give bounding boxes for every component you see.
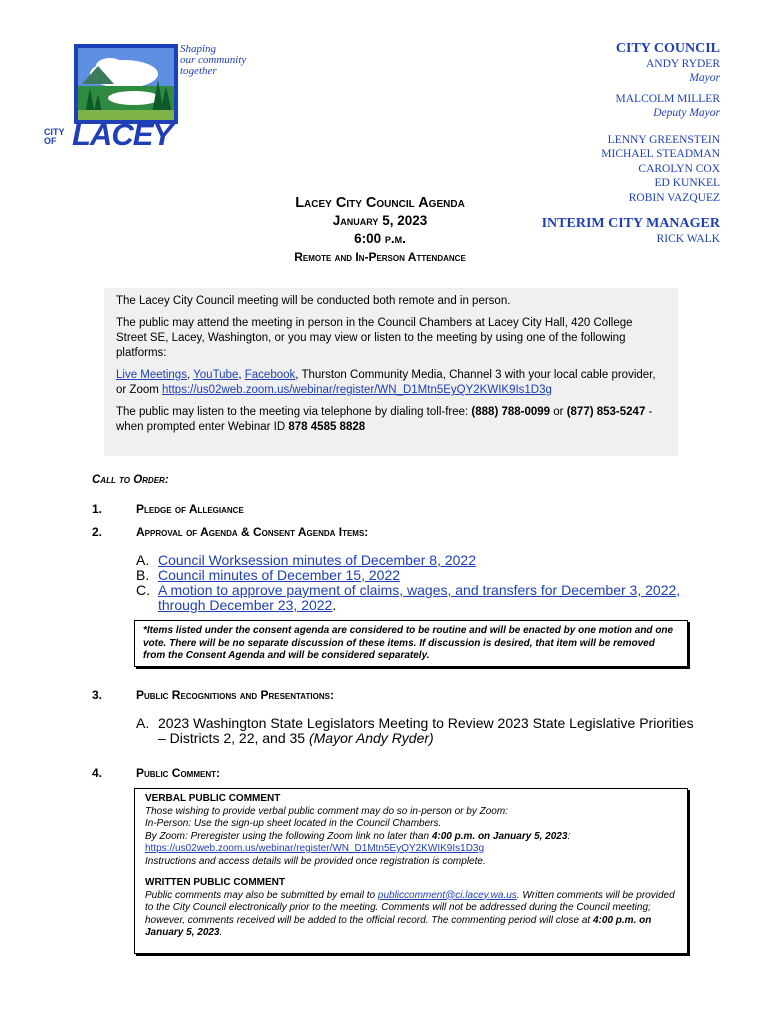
section-title: Pledge of Allegiance [136,502,244,516]
agenda-time: 6:00 p.m. [354,231,406,246]
info-paragraph: The public may attend the meeting in person in the Council Chambers at Lacey City Hall, 420 College Street SE, Lacey, Washington, or you may view or listen to the meeting by using one of the following platforms: [116,317,633,359]
zoom-link[interactable]: https://us02web.zoom.us/webinar/register/WN_D1Mtn5EyQY2KWIK9Is1D3g [162,384,552,396]
list-item: A. Council Worksession minutes of December 8, 2022 [136,552,477,568]
agenda-title: Lacey City Council Agenda [295,195,465,211]
info-phone-paragraph: The public may listen to the meeting via telephone by dialing toll-free: (888) 788-0099 or (877) 853-5247 - when prompted enter Webinar ID 878 4585 8828 [116,406,653,433]
webinar-id: 878 4585 8828 [288,421,366,433]
manager-name: RICK WALK [656,232,720,245]
tagline-line: Shaping [180,43,217,55]
city-logo-image [74,44,178,124]
council-member-name: ROBIN VAZQUEZ [628,191,720,204]
recognitions-list [136,716,696,746]
council-member-name: LENNY GREENSTEIN [607,133,720,146]
list-item: A. 2023 Washington State Legislators Meeting to Review 2023 State Legislative Priorities – Districts 2, 22, and 35 (Mayor Andy Ryder) [136,715,694,746]
facebook-link[interactable]: Facebook [244,369,296,381]
section-number: 1. [92,502,103,516]
info-paragraph: The Lacey City Council meeting will be conducted both remote and in person. [116,295,511,307]
list-item: C. A motion to approve payment of claims, wages, and transfers for December 3, 2022, through December 23, 2022. [136,582,681,613]
consent-item-link[interactable]: Council minutes of December 15, 2022 [158,567,401,583]
council-member-name: MALCOLM MILLER [615,92,720,105]
consent-agenda-note: *Items listed under the consent agenda are considered to be routine and will be enacted by one motion and one vote. There will be no separate discussion of these items. If discussion is desired, that item will be removed from the Consent Agenda and will be considered separately. [134,620,688,667]
tagline-line: our community [180,54,247,66]
written-comment-heading: WRITTEN PUBLIC COMMENT [145,877,285,888]
youtube-link[interactable]: YouTube [193,369,239,381]
council-member-role: Mayor [689,72,720,84]
agenda-date: January 5, 2023 [332,213,428,228]
city-of-line: OF [44,136,57,146]
info-platforms-paragraph: Live Meetings, YouTube, Facebook, Thurston Community Media, Channel 3 with your local cable provider, or Zoom https://us02web.zoom.us/webinar/register/WN_D1Mtn5EyQY2KWIK9Is1D3g [116,369,656,396]
section-title: Public Recognitions and Presentations: [136,688,334,702]
tagline-line: together [180,65,217,77]
live-meetings-link[interactable]: Live Meetings [116,369,187,381]
logo-city-name: LACEY [72,117,173,152]
council-member-name: MICHAEL STEADMAN [601,148,720,160]
council-member-name: ANDY RYDER [645,57,720,70]
public-comment-email-link[interactable]: publiccomment@ci.lacey.wa.us [377,889,517,901]
section-number: 3. [92,688,103,702]
section-title: Approval of Agenda & Consent Agenda Items: [136,525,369,539]
section-title: Public Comment: [136,766,220,780]
call-to-order-heading: Call to Order: [92,474,169,486]
manager-heading: INTERIM CITY MANAGER [541,216,720,231]
phone-number: (888) 788-0099 [471,406,551,418]
consent-items-list [136,553,696,613]
logo-tagline [180,44,246,77]
phone-number: (877) 853-5247 [566,406,646,418]
section-number: 2. [92,525,103,539]
city-of-line: CITY [44,127,65,137]
verbal-comment-heading: VERBAL PUBLIC COMMENT [145,793,281,804]
consent-item-link[interactable]: Council Worksession minutes of December 8, 2022 [158,552,477,568]
verbal-zoom-link[interactable]: https://us02web.zoom.us/webinar/register/WN_D1Mtn5EyQY2KWIK9Is1D3g [145,843,485,854]
list-item: B. Council minutes of December 15, 2022 [136,567,401,583]
council-member-role: Deputy Mayor [653,107,720,119]
logo-city-of [44,128,65,146]
meeting-info-box [104,288,678,456]
section-number: 4. [92,766,103,780]
council-heading: CITY COUNCIL [615,41,720,56]
council-member-name: CAROLYN COX [638,162,720,175]
consent-item-link[interactable]: A motion to approve payment of claims, wages, and transfers for December 3, 2022, through December 23, 2022 [158,582,681,613]
agenda-title-block [220,194,540,266]
council-member-name: ED KUNKEL [654,177,720,189]
agenda-attendance: Remote and In-Person Attendance [294,250,466,264]
public-comment-box: VERBAL PUBLIC COMMENT Those wishing to provide verbal public comment may do so in-person or by Zoom: In-Person: Use the sign-up sheet located in the Council Chambers. By Zoom: Preregister using the following Zoom link no later than 4:00 p.m. on January 5, 2023: https://us02web.zoom.us/webinar/register/WN_D1Mtn5EyQY2KWIK9Is1D3g Instructions and access details will be provided once registration is complete. WRITTEN PUBLIC COMMENT Public comments may also be submitted by email to publiccomment@ci.lacey.wa.us. Written comments will be provided to the City Council electronically prior to the meeting. Comments will not be addressed during the Council meeting; however, comments received will be added to the official record. The commenting period will close at 4:00 p.m. on January 5, 2023. [134,788,688,954]
